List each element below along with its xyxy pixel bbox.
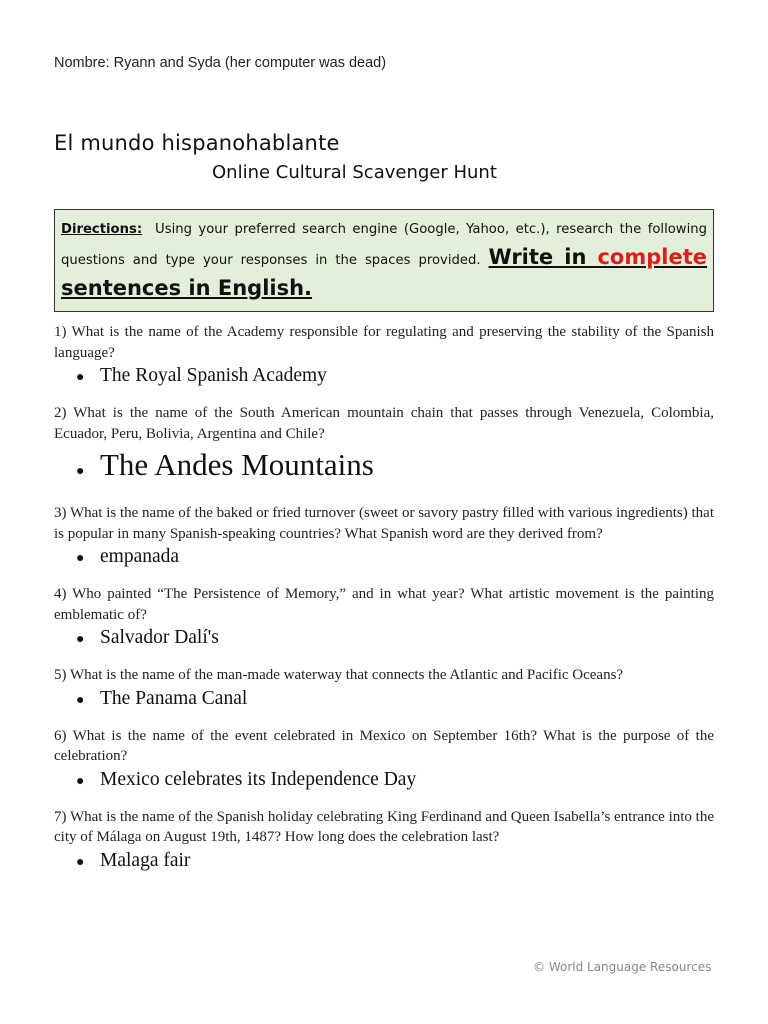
copyright-footer: © World Language Resources: [533, 960, 712, 974]
emphasis-part-1: Write in: [488, 245, 598, 269]
page-title: El mundo hispanohablante: [54, 131, 340, 155]
question-2: 2) What is the name of the South American mountain chain that passes through Venezuela, Colombia, Ecuador, Peru, Bolivia, Argentina and Chile?: [54, 405, 714, 442]
answer-text: The Andes Mountains: [100, 447, 374, 482]
answer-5[interactable]: [76, 686, 714, 714]
question-6: 6) What is the name of the event celebrated in Mexico on September 16th? What is the purpose of the celebration?: [54, 727, 714, 764]
answer-1[interactable]: [76, 363, 714, 391]
question-1: 1) What is the name of the Academy responsible for regulating and preserving the stability of the Spanish language?: [54, 324, 714, 361]
directions-text: Using your preferred search engine (Google, Yahoo, etc.), research the following questions and type your responses in the spaces provided.: [61, 222, 707, 268]
question-5: 5) What is the name of the man-made waterway that connects the Atlantic and Pacific Oceans?: [54, 667, 624, 683]
bullet-icon: ●: [76, 692, 85, 708]
answer-6[interactable]: [76, 767, 714, 795]
bullet-icon: ●: [76, 632, 85, 647]
answer-3[interactable]: [76, 544, 714, 572]
emphasis-red: complete: [597, 245, 707, 269]
answer-text: empanada: [100, 546, 180, 567]
directions-box: [54, 209, 714, 312]
bullet-icon: ●: [76, 370, 85, 385]
question-3: 3) What is the name of the baked or fried turnover (sweet or savory pastry filled with various ingredients) that is popular in many Spanish-speaking countries? What Spanish word are they derived from?: [54, 505, 714, 542]
bullet-icon: ●: [76, 551, 85, 566]
bullet-icon: ●: [76, 464, 85, 479]
answer-4[interactable]: [76, 625, 714, 653]
answer-text: The Royal Spanish Academy: [100, 365, 327, 386]
answer-text: Malaga fair: [100, 849, 191, 871]
emphasis-part-2: sentences in English.: [61, 276, 313, 300]
answer-7[interactable]: [76, 848, 714, 876]
question-7: 7) What is the name of the Spanish holiday celebrating King Ferdinand and Queen Isabella’s entrance into the city of Málaga on August 19th, 1487? How long does the celebration last?: [54, 808, 714, 845]
answer-2[interactable]: [76, 444, 714, 493]
question-4: 4) Who painted “The Persistence of Memory,” and in what year? What artistic movement is the painting emblematic of?: [54, 586, 714, 623]
answer-text: Salvador Dalí's: [100, 627, 219, 648]
page-subtitle: Online Cultural Scavenger Hunt: [212, 162, 497, 183]
bullet-icon: ●: [76, 854, 85, 870]
question-list: [54, 322, 714, 876]
directions-label: Directions:: [61, 222, 143, 237]
bullet-icon: ●: [76, 773, 85, 789]
answer-text: The Panama Canal: [100, 687, 248, 709]
answer-text: Mexico celebrates its Independence Day: [100, 768, 417, 790]
name-line: Nombre: Ryann and Syda (her computer was dead): [54, 55, 387, 71]
